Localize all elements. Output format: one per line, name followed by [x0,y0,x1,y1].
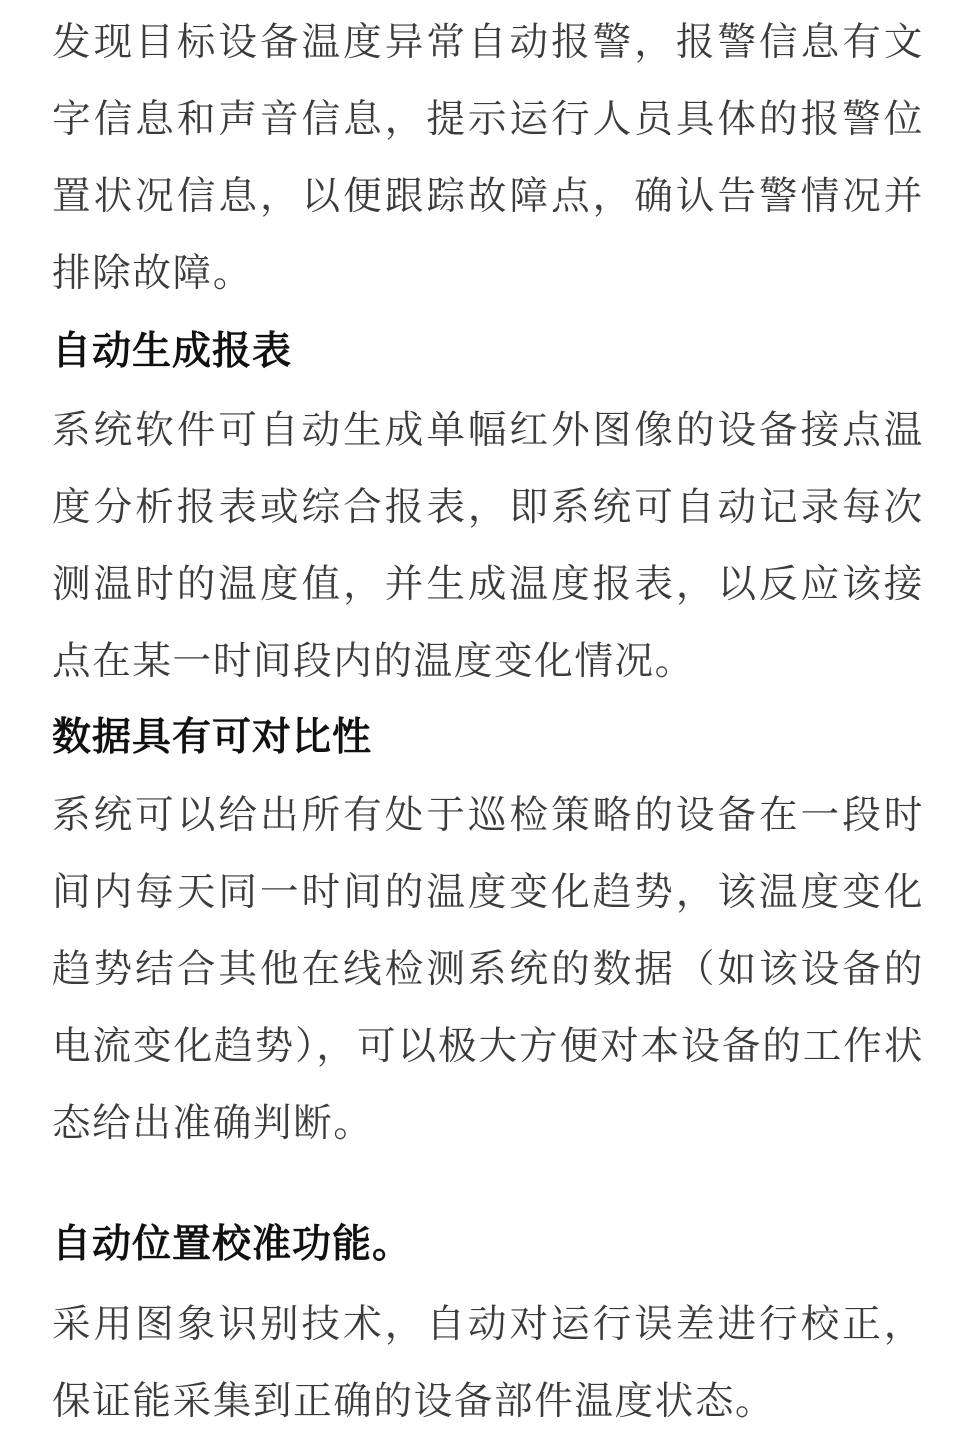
auto-report-paragraph: 系统软件可自动生成单幅红外图像的设备接点温度分析报表或综合报表，即系统可自动记录每次测温时的温度值，并生成温度报表，以反应该接点在某一时间段内的温度变化情况。 [52,408,924,684]
data-comparison-paragraph: 系统可以给出所有处于巡检策略的设备在一段时间内每天同一时间的温度变化趋势，该温度变化趋势结合其他在线检测系统的数据（如该设备的电流变化趋势），可以极大方便对本设备的工作状态给出准确判断。 [52,793,924,1146]
alarm-paragraph: 发现目标设备温度异常自动报警，报警信息有文字信息和声音信息，提示运行人员具体的报警位置状况信息，以便跟踪故障点，确认告警情况并排除故障。 [52,20,924,296]
position-calibration-paragraph: 采用图象识别技术，自动对运行误差进行校正，保证能采集到正确的设备部件温度状态。 [52,1302,924,1424]
auto-report-heading: 自动生成报表 [52,329,293,374]
data-comparison-heading: 数据具有可对比性 [52,715,373,760]
position-calibration-heading: 自动位置校准功能。 [52,1222,413,1267]
